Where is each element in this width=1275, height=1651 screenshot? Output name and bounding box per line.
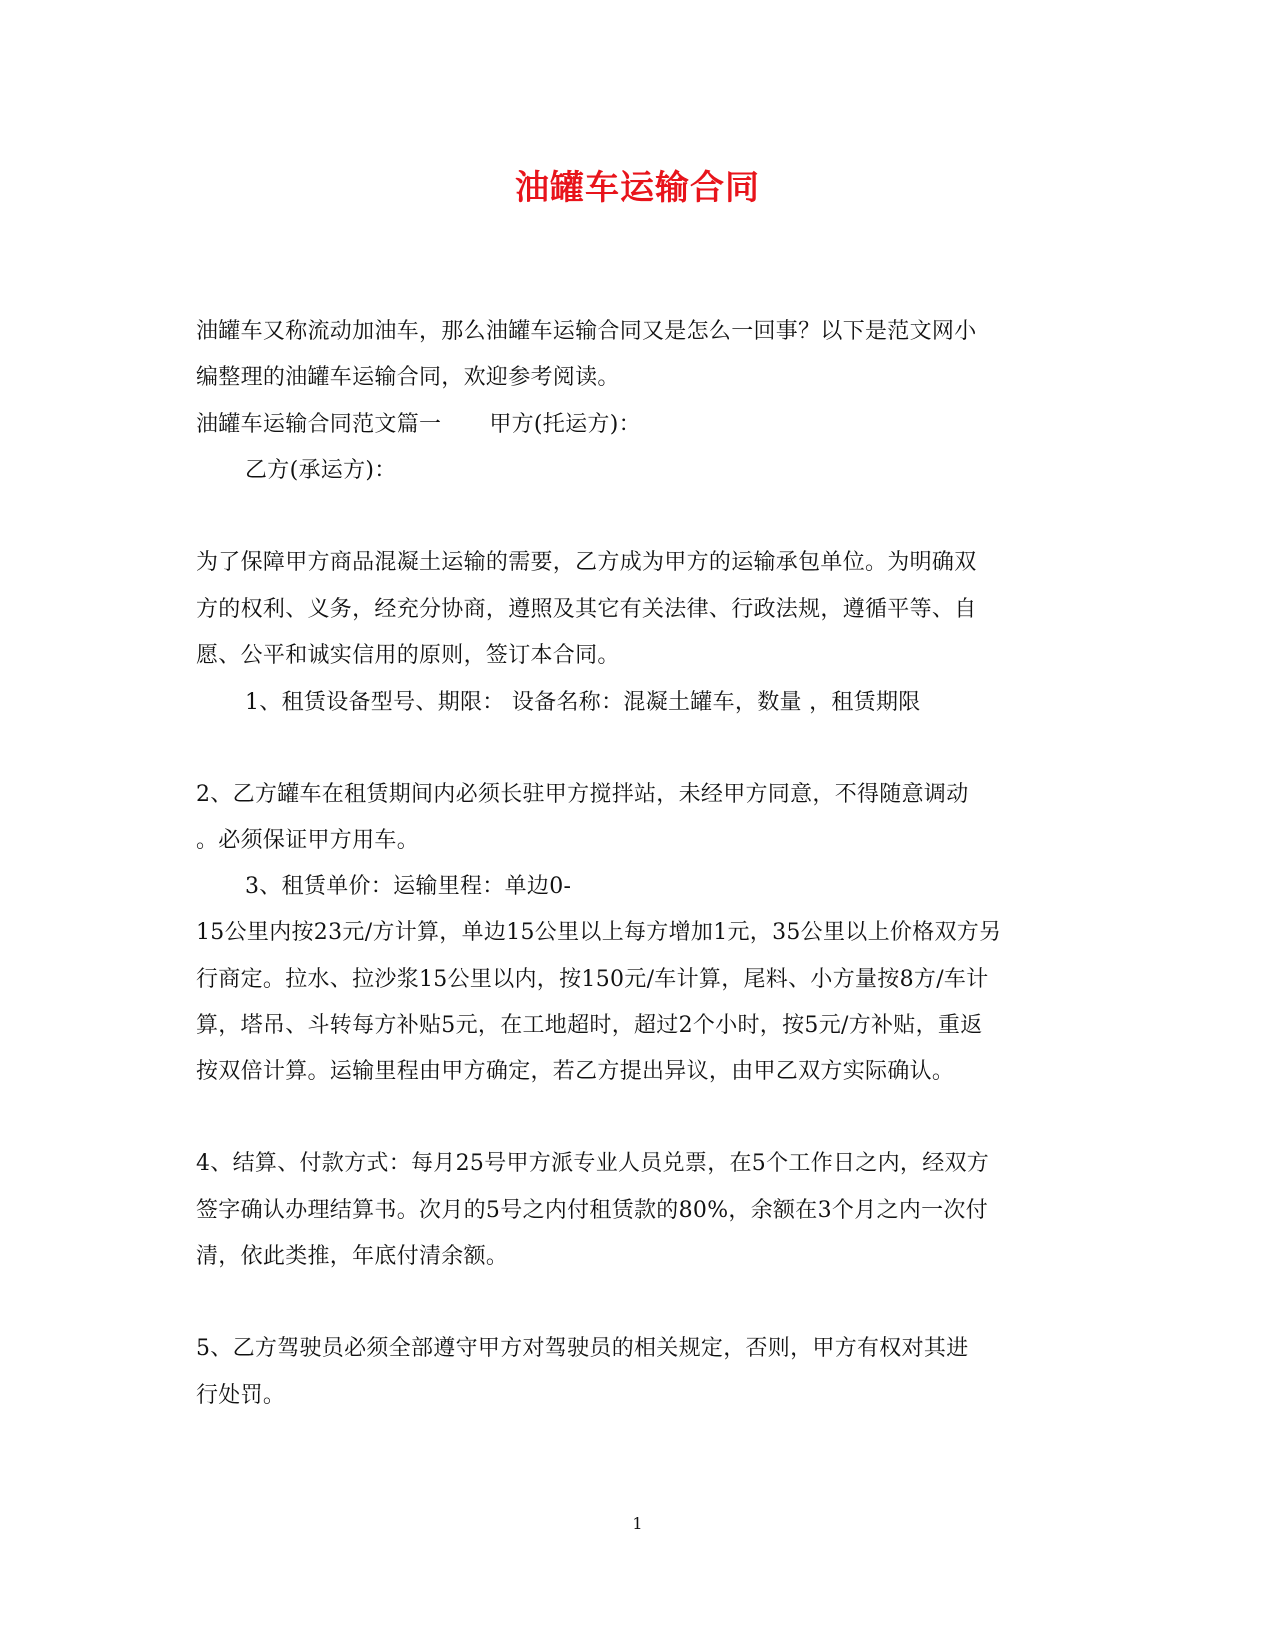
clause-2-line-1: 2、乙方罐车在租赁期间内必须长驻甲方搅拌站，未经甲方同意，不得随意调动	[196, 782, 969, 807]
preamble-line-1: 为了保障甲方商品混凝土运输的需要，乙方成为甲方的运输承包单位。为明确双	[196, 550, 977, 575]
preamble-line-3: 愿、公平和诚实信用的原则，签订本合同。	[196, 643, 620, 668]
intro-line-2: 编整理的油罐车运输合同，欢迎参考阅读。	[196, 365, 620, 390]
clause-5-line-1: 5、乙方驾驶员必须全部遵守甲方对驾驶员的相关规定，否则，甲方有权对其进	[196, 1336, 969, 1361]
clause-1: 1、租赁设备型号、期限： 设备名称：混凝土罐车，数量 ，租赁期限	[245, 690, 921, 715]
party-b-label: 乙方(承运方)：	[245, 458, 397, 483]
clause-4-line-1: 4、结算、付款方式：每月25号甲方派专业人员兑票，在5个工作日之内，经双方	[196, 1151, 990, 1176]
clause-3-line-1: 15公里内按23元/方计算，单边15公里以上每方增加1元，35公里以上价格双方另	[196, 920, 1002, 945]
clause-3-line-3: 算，塔吊、斗转每方补贴5元，在工地超时，超过2个小时，按5元/方补贴，重返	[196, 1013, 983, 1038]
clause-2-line-2: 。必须保证甲方用车。	[196, 828, 420, 853]
clause-3-head: 3、租赁单价：运输里程：单边0-	[245, 874, 572, 899]
page-number: 1	[632, 1514, 643, 1533]
preamble-line-2: 方的权利、义务，经充分协商，遵照及其它有关法律、行政法规，遵循平等、自	[196, 597, 977, 622]
intro-line-1: 油罐车又称流动加油车，那么油罐车运输合同又是怎么一回事？以下是范文网小	[196, 319, 977, 344]
section-heading: 油罐车运输合同范文篇一	[196, 412, 442, 437]
party-a-label: 甲方(托运方)：	[489, 412, 641, 437]
clause-3-line-2: 行商定。拉水、拉沙浆15公里以内，按150元/车计算，尾料、小方量按8方/车计	[196, 967, 989, 992]
clause-4-line-2: 签字确认办理结算书。次月的5号之内付租赁款的80%，余额在3个月之内一次付	[196, 1198, 988, 1223]
section-heading-line	[196, 410, 641, 440]
clause-4-line-3: 清，依此类推，年底付清余额。	[196, 1244, 509, 1269]
clause-5-line-2: 行处罚。	[196, 1383, 286, 1408]
page-title: 油罐车运输合同	[515, 168, 760, 208]
clause-3-line-4: 按双倍计算。运输里程由甲方确定，若乙方提出异议，由甲乙双方实际确认。	[196, 1059, 955, 1084]
